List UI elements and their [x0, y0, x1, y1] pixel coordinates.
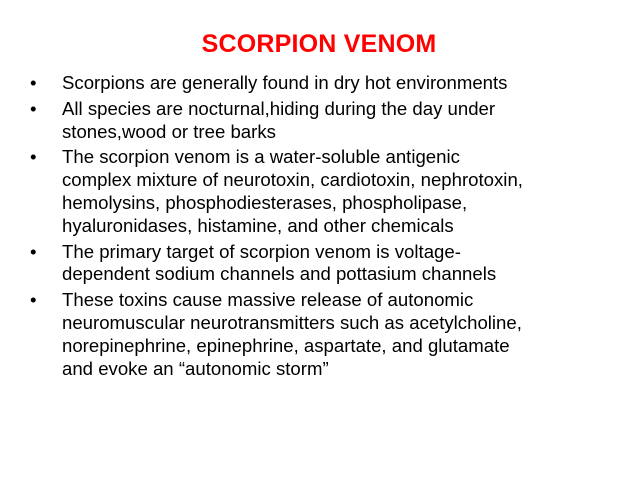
- bullet-line: and evoke an “autonomic storm”: [62, 357, 329, 379]
- bullet-list: [30, 72, 605, 383]
- bullet-dot: •: [30, 289, 37, 311]
- bullet-item: [30, 72, 605, 95]
- bullet-item: [30, 146, 605, 237]
- bullet-item: [30, 98, 605, 144]
- bullet-line: hyaluronidases, histamine, and other chemicals: [62, 214, 454, 236]
- bullet-line: All species are nocturnal,hiding during the day under: [62, 97, 496, 119]
- bullet-line: Scorpions are generally found in dry hot environments: [62, 72, 508, 93]
- bullet-line: hemolysins, phosphodiesterases, phospholipase,: [62, 191, 468, 213]
- bullet-item: [30, 241, 605, 287]
- bullet-dot: •: [30, 240, 37, 262]
- bullet-line: These toxins cause massive release of autonomic: [62, 289, 474, 311]
- bullet-dot: •: [30, 97, 37, 119]
- bullet-line: The scorpion venom is a water-soluble antigenic: [62, 146, 460, 168]
- bullet-dot: •: [30, 72, 37, 93]
- bullet-line: stones,wood or tree barks: [62, 120, 276, 142]
- bullet-line: neuromuscular neurotransmitters such as acetylcholine,: [62, 311, 522, 333]
- bullet-item: [30, 289, 605, 380]
- slide-title: SCORPION VENOM: [201, 30, 437, 58]
- bullet-line: The primary target of scorpion venom is voltage-: [62, 240, 461, 262]
- bullet-line: complex mixture of neurotoxin, cardiotoxin, nephrotoxin,: [62, 169, 523, 191]
- bullet-line: dependent sodium channels and pottasium channels: [62, 263, 497, 285]
- bullet-dot: •: [30, 146, 37, 168]
- bullet-line: norepinephrine, epinephrine, aspartate, and glutamate: [62, 334, 510, 356]
